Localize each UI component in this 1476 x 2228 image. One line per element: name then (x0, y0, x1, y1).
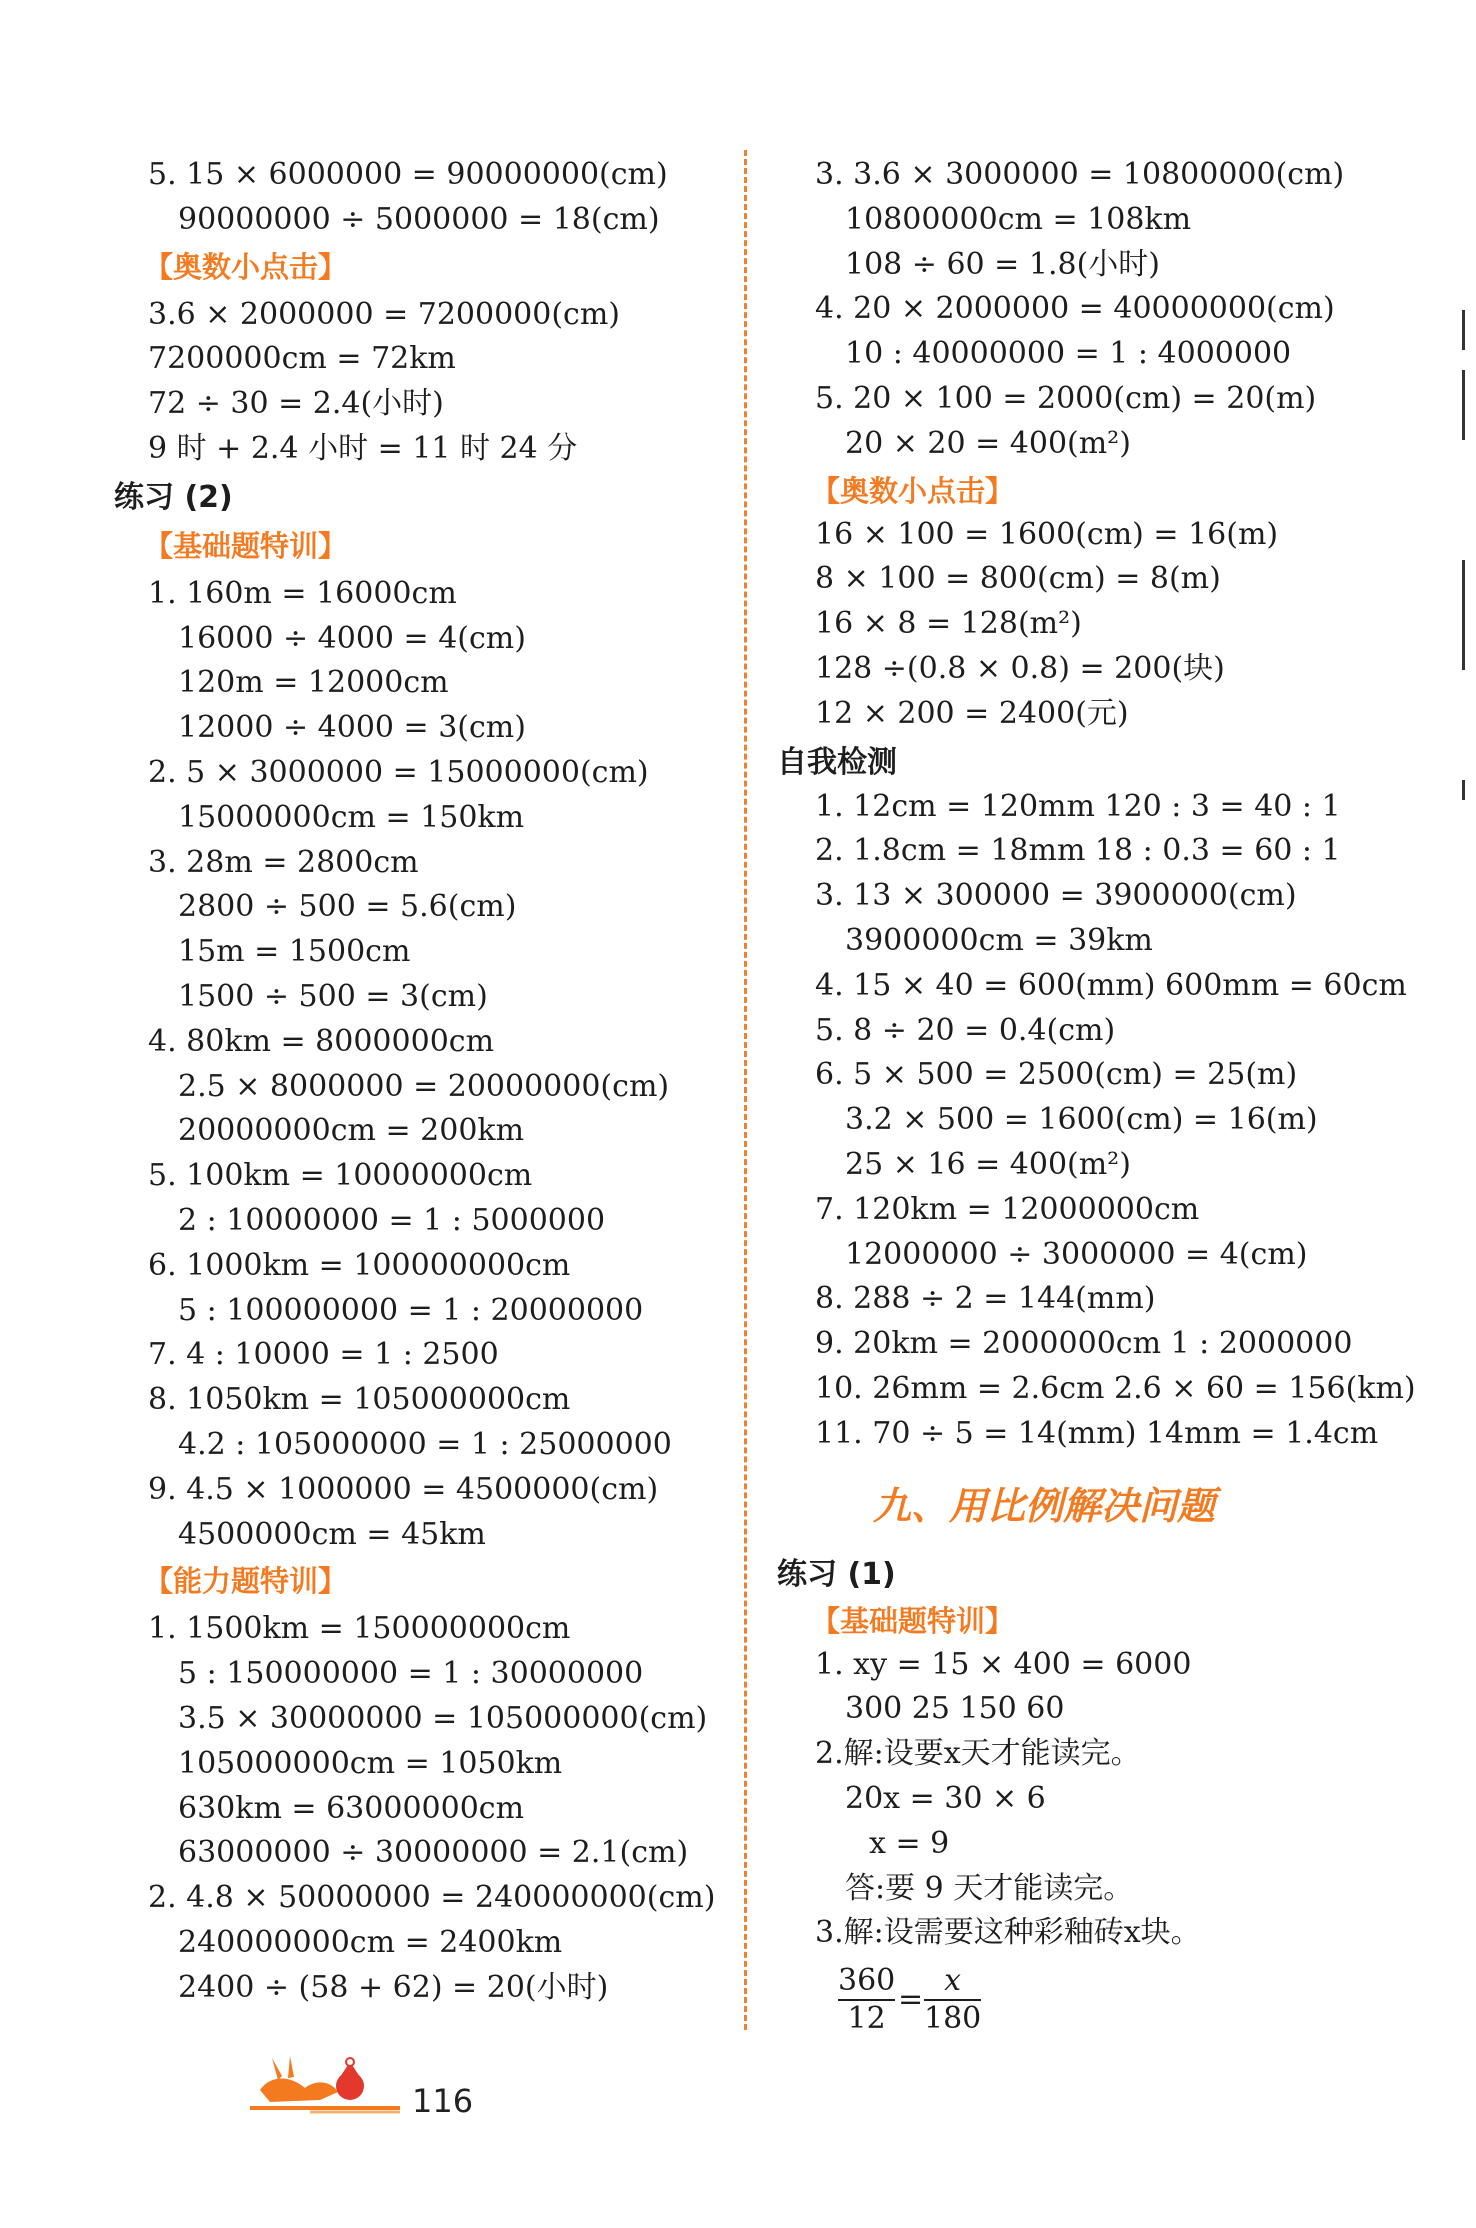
answer-line: 2 : 10000000 = 1 : 5000000 (178, 1203, 606, 1238)
answer-line: 6. 5 × 500 = 2500(cm) = 25(m) (815, 1057, 1298, 1093)
answer-line: 3. 3.6 × 3000000 = 10800000(cm) (815, 157, 1345, 192)
answer-line: 9. 4.5 × 1000000 = 4500000(cm) (148, 1471, 659, 1507)
answer-line: 3. 28m = 2800cm (148, 844, 419, 880)
section-heading: 自我检测 (777, 744, 897, 780)
answer-line: 2800 ÷ 500 = 5.6(cm) (178, 889, 517, 925)
answer-line: 630km = 63000000cm (178, 1790, 525, 1826)
answer-line: 2400 ÷ (58 + 62) = 20(小时) (178, 1969, 609, 2005)
answer-line: 5. 15 × 6000000 = 90000000(cm) (148, 157, 668, 192)
answer-line: 4. 15 × 40 = 600(mm) 600mm = 60cm (815, 967, 1407, 1003)
answer-line: 8. 1050km = 105000000cm (148, 1382, 571, 1418)
answer-line: 4. 20 × 2000000 = 40000000(cm) (815, 291, 1335, 327)
answer-line: 16 × 100 = 1600(cm) = 16(m) (815, 516, 1279, 552)
subsection-heading: 【基础题特训】 (811, 1603, 1015, 1638)
answer-line: 20x = 30 × 6 (845, 1781, 1046, 1816)
answer-line: 11. 70 ÷ 5 = 14(mm) 14mm = 1.4cm (815, 1415, 1379, 1451)
answer-line: 3900000cm = 39km (845, 923, 1153, 958)
answer-line: 300 25 150 60 (845, 1691, 1065, 1727)
answer-line: 16 × 8 = 128(m²) (815, 606, 1082, 642)
answer-line: 12 × 200 = 2400(元) (815, 695, 1129, 731)
answer-line: 3. 13 × 300000 = 3900000(cm) (815, 878, 1297, 914)
answer-line: 15000000cm = 150km (178, 799, 525, 835)
section-heading: 练习 (2) (114, 479, 233, 515)
column-divider (744, 150, 747, 2030)
answer-line: 6. 1000km = 100000000cm (148, 1247, 571, 1283)
answer-line: 2.解:设要x天才能读完。 (815, 1736, 1141, 1772)
answer-line: 128 ÷(0.8 × 0.8) = 200(块) (815, 651, 1225, 686)
subsection-heading: 【能力题特训】 (144, 1564, 348, 1599)
answer-line: 3.解:设需要这种彩釉砖x块。 (815, 1915, 1201, 1951)
answer-line: 7. 120km = 12000000cm (815, 1191, 1200, 1227)
subsection-heading: 【奥数小点击】 (144, 249, 348, 284)
answer-line: 2.5 × 8000000 = 20000000(cm) (178, 1068, 670, 1104)
answer-line: 108 ÷ 60 = 1.8(小时) (845, 246, 1160, 282)
answer-line: 10 : 40000000 = 1 : 4000000 (845, 336, 1292, 372)
answer-line: 120m = 12000cm (178, 665, 449, 701)
answer-line: 8. 288 ÷ 2 = 144(mm) (815, 1281, 1156, 1317)
answer-line: 72 ÷ 30 = 2.4(小时) (148, 386, 444, 422)
answer-line: 10800000cm = 108km (845, 201, 1192, 237)
answer-line: 105000000cm = 1050km (178, 1745, 563, 1781)
edge-mark (1462, 310, 1465, 350)
answer-line: 4.2 : 105000000 = 1 : 25000000 (178, 1427, 672, 1462)
answer-line: 1. xy = 15 × 400 = 6000 (815, 1646, 1192, 1682)
answer-line: 16000 ÷ 4000 = 4(cm) (178, 620, 526, 656)
answer-line: 1. 1500km = 150000000cm (148, 1611, 571, 1647)
answer-line: 2. 4.8 × 50000000 = 240000000(cm) (148, 1880, 716, 1916)
answer-line: 1. 12cm = 120mm 120 : 3 = 40 : 1 (815, 788, 1341, 824)
answer-line: 5. 8 ÷ 20 = 0.4(cm) (815, 1012, 1116, 1048)
answer-line: 3.6 × 2000000 = 7200000(cm) (148, 296, 621, 332)
edge-mark (1462, 780, 1465, 800)
fraction-right-numerator: x (944, 1963, 962, 1998)
chapter-title: 九、用比例解决问题 (873, 1483, 1216, 1528)
answer-line: 10. 26mm = 2.6cm 2.6 × 60 = 156(km) (815, 1371, 1416, 1406)
answer-line: 4. 80km = 8000000cm (148, 1023, 495, 1059)
answer-line: 9. 20km = 2000000cm 1 : 2000000 (815, 1326, 1353, 1362)
answer-line: 20000000cm = 200km (178, 1113, 525, 1149)
answer-line: 12000 ÷ 4000 = 3(cm) (178, 710, 526, 746)
answer-line: 9 时 + 2.4 小时 = 11 时 24 分 (148, 431, 578, 466)
answer-line: 4500000cm = 45km (178, 1516, 486, 1552)
answer-line: 5. 100km = 10000000cm (148, 1158, 533, 1194)
answer-line: x = 9 (869, 1825, 950, 1861)
fraction-right-denominator: 180 (924, 2001, 982, 2036)
answer-line: 240000000cm = 2400km (178, 1925, 563, 1960)
answer-line: 90000000 ÷ 5000000 = 18(cm) (178, 201, 660, 237)
answer-line: 3.2 × 500 = 1600(cm) = 16(m) (845, 1102, 1318, 1138)
fraction-left-denominator: 12 (847, 2001, 886, 2036)
fraction-equals: = (898, 1982, 924, 2017)
edge-mark (1462, 560, 1465, 670)
fraction-left (838, 1964, 895, 2036)
subsection-heading: 【奥数小点击】 (811, 473, 1015, 508)
section-heading: 练习 (1) (777, 1556, 896, 1592)
answer-line: 1500 ÷ 500 = 3(cm) (178, 979, 488, 1014)
rabbit-santa-icon (250, 2050, 410, 2120)
answer-line: 1. 160m = 16000cm (148, 575, 457, 611)
answer-line: 25 × 16 = 400(m²) (845, 1147, 1131, 1182)
answer-line: 8 × 100 = 800(cm) = 8(m) (815, 561, 1221, 597)
answer-line: 63000000 ÷ 30000000 = 2.1(cm) (178, 1835, 689, 1871)
answer-line: 2. 1.8cm = 18mm 18 : 0.3 = 60 : 1 (815, 833, 1341, 869)
fraction-right (924, 1964, 981, 2036)
answer-line: 7200000cm = 72km (148, 341, 456, 377)
answer-line: 20 × 20 = 400(m²) (845, 425, 1131, 461)
edge-mark (1462, 370, 1465, 440)
page-number: 116 (412, 2082, 474, 2120)
answer-line: 7. 4 : 10000 = 1 : 2500 (148, 1337, 499, 1373)
answer-line: 5 : 150000000 = 1 : 30000000 (178, 1656, 644, 1692)
answer-line: 15m = 1500cm (178, 934, 411, 970)
answer-line: 2. 5 × 3000000 = 15000000(cm) (148, 755, 649, 790)
answer-line: 5 : 100000000 = 1 : 20000000 (178, 1292, 644, 1328)
answer-line: 答:要 9 天才能读完。 (845, 1870, 1134, 1906)
fraction-left-numerator: 360 (838, 1963, 896, 1998)
subsection-heading: 【基础题特训】 (144, 528, 348, 563)
answer-line: 5. 20 × 100 = 2000(cm) = 20(m) (815, 381, 1317, 416)
answer-line: 12000000 ÷ 3000000 = 4(cm) (845, 1236, 1308, 1272)
answer-line: 3.5 × 30000000 = 105000000(cm) (178, 1701, 708, 1736)
